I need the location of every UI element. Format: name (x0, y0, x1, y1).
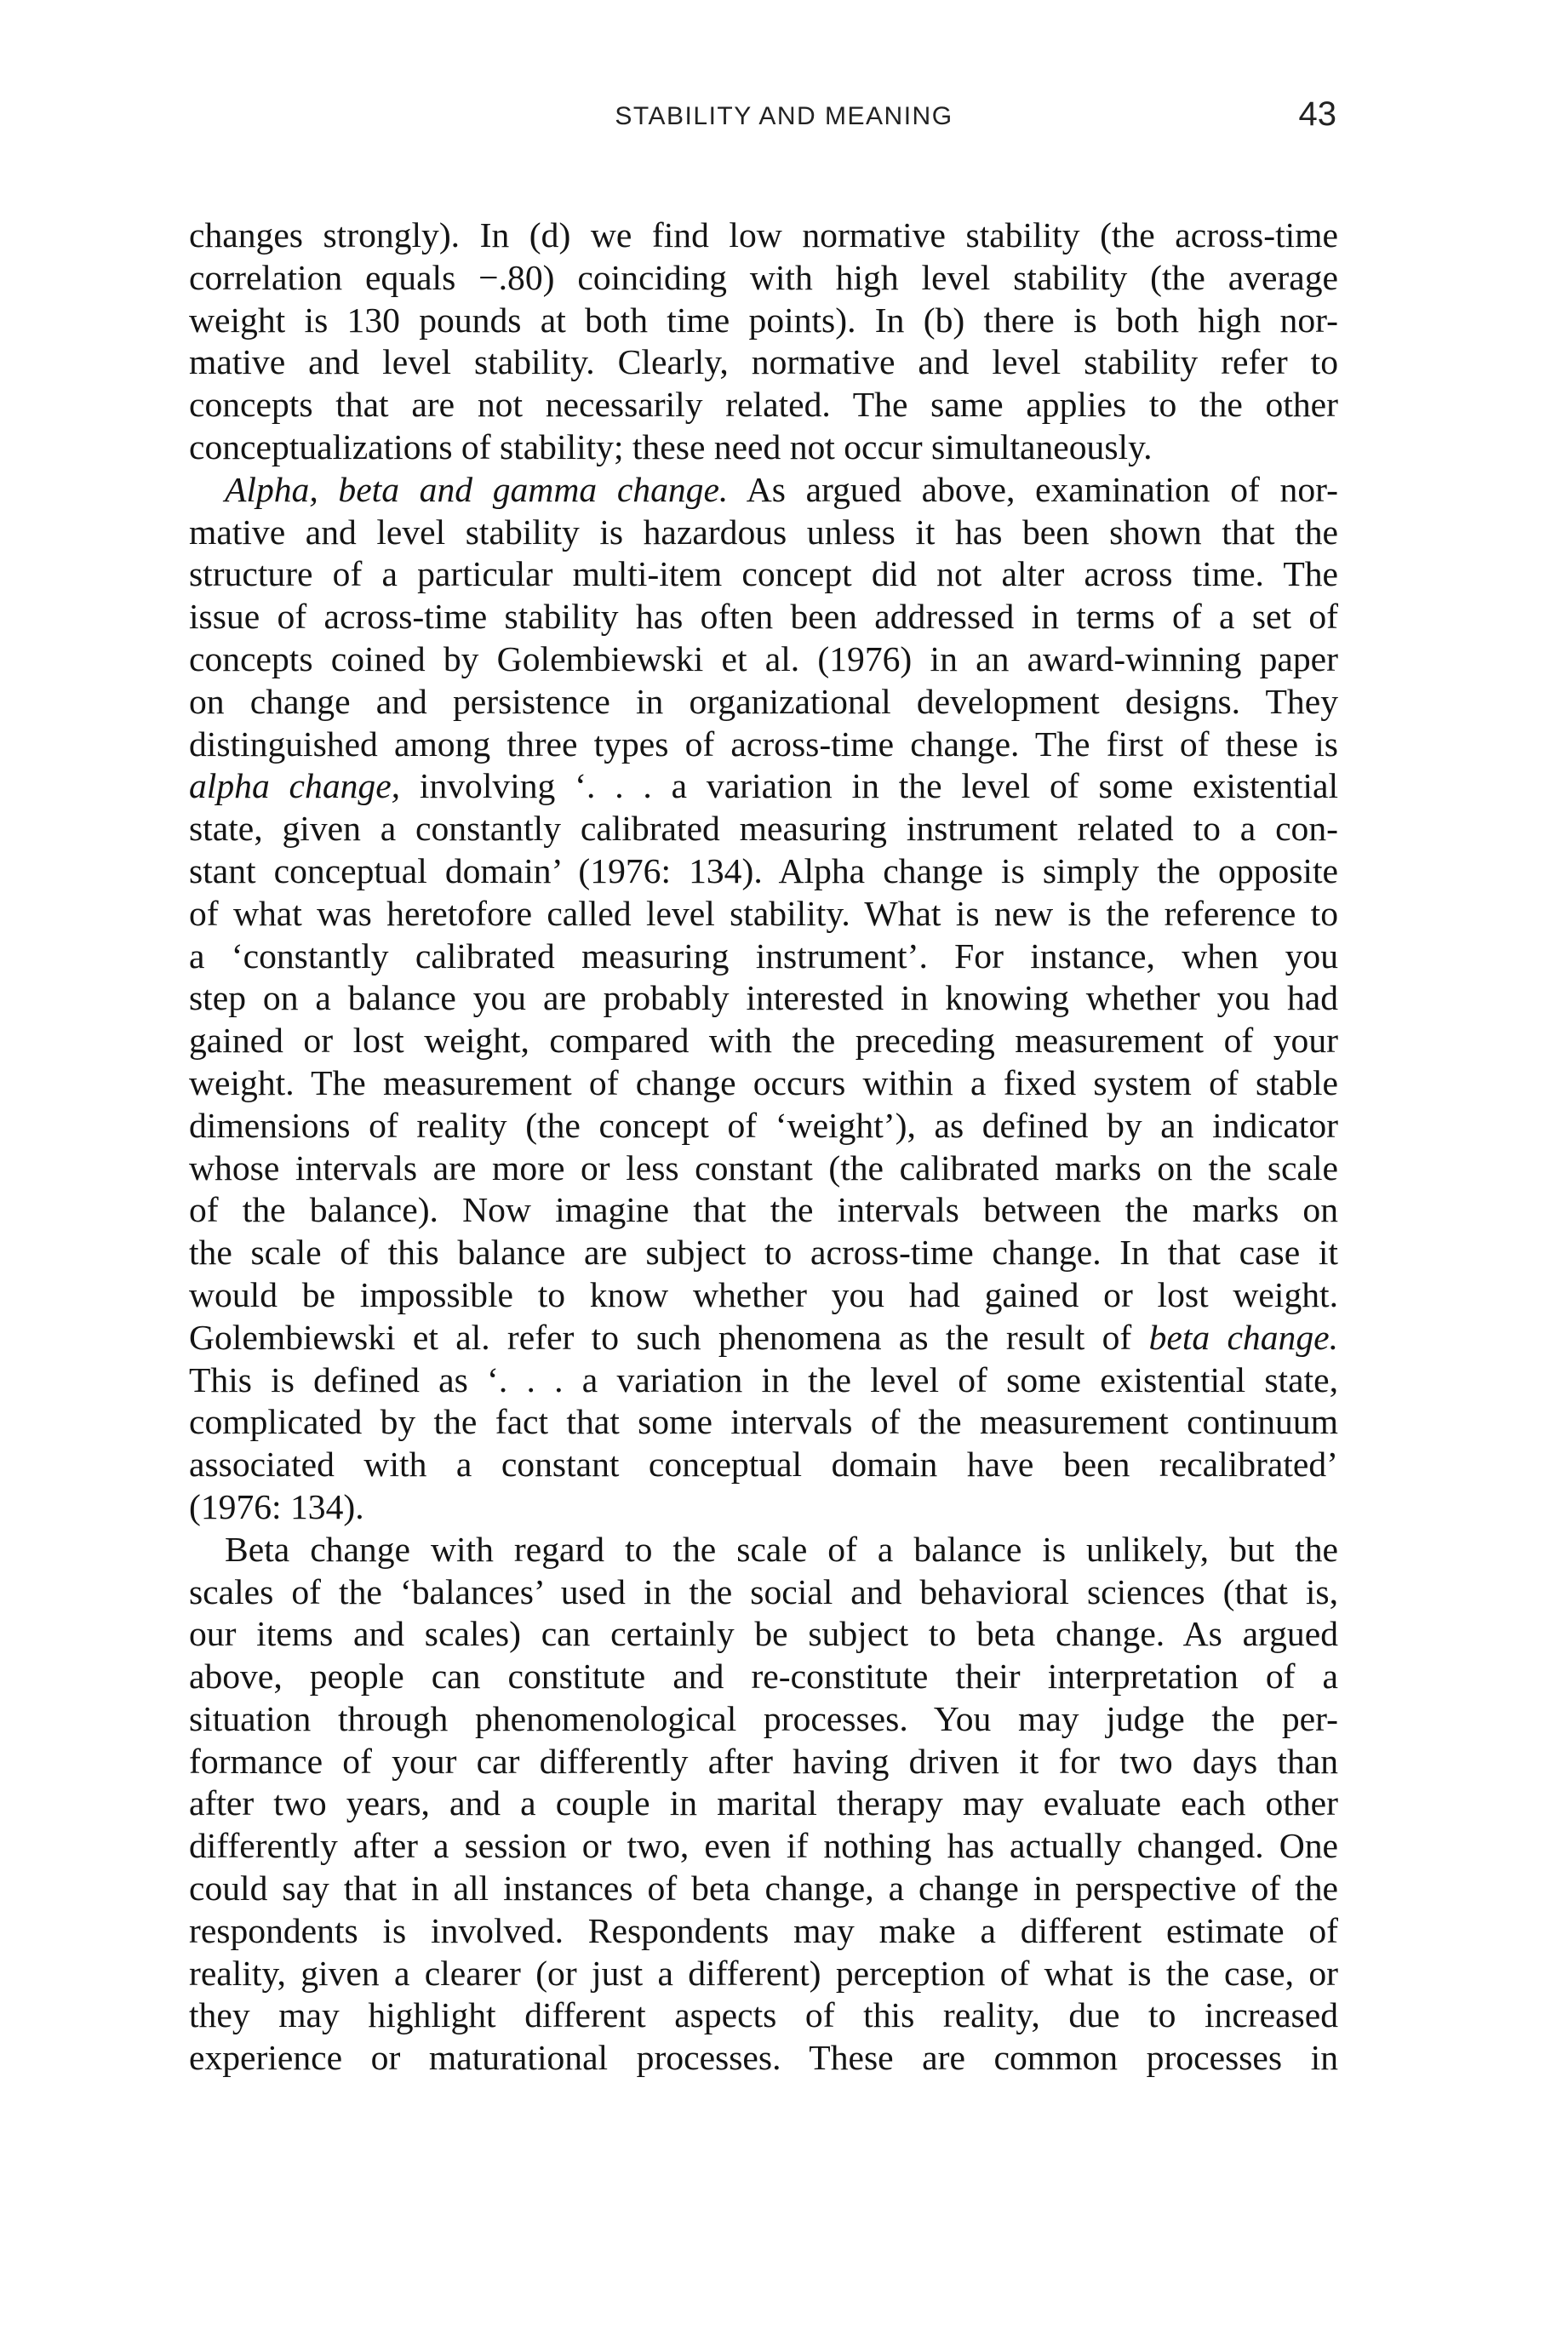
text-run: of the balance). Now imagine that the intervals between the marks on (189, 1190, 1338, 1230)
text-run: distinguished among three types of across-time change. The first of these is (189, 724, 1338, 764)
text-run: mative and level stability. Clearly, normative and level stability refer to (189, 342, 1338, 382)
text-run: concepts coined by Golembiewski et al. (1976) in an award-winning paper (189, 638, 1338, 678)
text-line (189, 512, 1338, 554)
text-line (189, 426, 1338, 469)
text-run: on change and persistence in organizational development designs. They (189, 681, 1338, 721)
text-run: issue of across-time stability has often been addressed in terms of a set of (189, 597, 1338, 637)
text-run: would be impossible to know whether you had gained or lost weight. (189, 1274, 1338, 1314)
text-line (189, 257, 1338, 300)
text-line (189, 1359, 1338, 1402)
text-line (189, 1868, 1338, 1910)
text-line (189, 1147, 1338, 1190)
text-run: Golembiewski et al. refer to such phenomena as the result of (189, 1317, 1149, 1357)
text-line (189, 1571, 1338, 1614)
text-run: associated with a constant conceptual domain have been recalibrated’ (189, 1445, 1338, 1485)
text-run: of what was heretofore called level stability. What is new is the reference to (189, 893, 1338, 933)
paragraph (189, 1529, 1338, 2080)
text-line (189, 724, 1338, 766)
text-line (189, 1020, 1338, 1062)
text-run: concepts that are not necessarily related. The same applies to the other (189, 385, 1338, 425)
text-line (189, 681, 1338, 724)
text-run: above, people can constitute and re-constitute their interpretation of a (189, 1657, 1338, 1697)
text-line (189, 596, 1338, 638)
text-run: involving ‘. . . a variation in the level of some existential (400, 766, 1338, 806)
text-run: formance of your car differently after having driven it for two days than (189, 1741, 1338, 1781)
text-run: a ‘constantly calibrated measuring instrument’. For instance, when you (189, 936, 1338, 976)
text-line (189, 893, 1338, 936)
text-line (189, 1783, 1338, 1825)
text-run: This is defined as ‘. . . a variation in the level of some existential state, (189, 1359, 1338, 1399)
text-line (189, 1613, 1338, 1656)
text-line (189, 1105, 1338, 1147)
italic-term: Alpha, beta and gamma change. (225, 469, 729, 509)
text-run: weight is 130 pounds at both time points). In (b) there is both high nor- (189, 300, 1338, 340)
text-run: reality, given a clearer (or just a different) perception of what is the case, or (189, 1953, 1338, 1993)
running-header (0, 95, 1568, 146)
running-title: STABILITY AND MEANING (615, 102, 953, 130)
text-line (189, 1317, 1338, 1359)
text-line (189, 1274, 1338, 1317)
text-line (189, 553, 1338, 596)
text-line (189, 638, 1338, 681)
text-run: As argued above, examination of nor- (728, 469, 1339, 509)
italic-term: beta change. (1148, 1317, 1338, 1357)
text-run: our items and scales) can certainly be subject to beta change. As argued (189, 1614, 1338, 1654)
text-run: they may highlight different aspects of this reality, due to increased (189, 1995, 1338, 2035)
text-run: structure of a particular multi-item concept did not alter across time. The (189, 554, 1338, 594)
text-run: stant conceptual domain’ (1976: 134). Alpha change is simply the opposite (189, 850, 1338, 890)
text-run: mative and level stability is hazardous unless it has been shown that the (189, 512, 1338, 552)
text-line (189, 341, 1338, 384)
text-run: after two years, and a couple in marital therapy may evaluate each other (189, 1783, 1338, 1823)
text-run: correlation equals −.80) coinciding with high level stability (the average (189, 257, 1338, 297)
text-line (189, 300, 1338, 342)
text-run: whose intervals are more or less constant (the calibrated marks on the scale (189, 1147, 1338, 1187)
text-line (189, 1825, 1338, 1868)
text-line (189, 1698, 1338, 1741)
text-run: weight. The measurement of change occurs within a fixed system of stable (189, 1062, 1338, 1102)
paragraph (189, 215, 1338, 469)
italic-term: alpha change, (189, 766, 401, 806)
text-line (189, 384, 1338, 426)
paragraph (189, 469, 1338, 1529)
text-run: step on a balance you are probably interested in knowing whether you had (189, 978, 1338, 1018)
text-run: dimensions of reality (the concept of ‘weight’), as defined by an indicator (189, 1105, 1338, 1145)
text-line (189, 936, 1338, 978)
text-line (189, 2037, 1338, 2080)
text-line (189, 850, 1338, 893)
text-line (189, 1189, 1338, 1232)
text-run: gained or lost weight, compared with the preceding measurement of your (189, 1021, 1338, 1061)
text-run: could say that in all instances of beta change, a change in perspective of the (189, 1868, 1338, 1908)
text-line (189, 1232, 1338, 1274)
text-run: Beta change with regard to the scale of a balance is unlikely, but the (225, 1529, 1338, 1569)
text-run: the scale of this balance are subject to across-time change. In that case it (189, 1233, 1338, 1273)
text-run: differently after a session or two, even if nothing has actually changed. One (189, 1826, 1338, 1866)
text-line (189, 1062, 1338, 1105)
text-line (189, 215, 1338, 257)
text-run: experience or maturational processes. These are common processes in (189, 2038, 1338, 2078)
text-run: state, given a constantly calibrated measuring instrument related to a con- (189, 809, 1338, 849)
text-line (189, 1444, 1338, 1486)
text-run: situation through phenomenological processes. You may judge the per- (189, 1698, 1338, 1738)
text-line (189, 1656, 1338, 1698)
text-line (189, 808, 1338, 850)
text-run: conceptualizations of stability; these need not occur simultaneously. (189, 426, 1153, 466)
text-line (189, 1529, 1338, 1571)
text-run: complicated by the fact that some intervals of the measurement continuum (189, 1402, 1338, 1442)
text-line (189, 1953, 1338, 1995)
text-line (189, 469, 1338, 512)
text-line (189, 1994, 1338, 2037)
body-text (189, 215, 1338, 2080)
text-run: respondents is involved. Respondents may make a different estimate of (189, 1910, 1338, 1950)
text-run: scales of the ‘balances’ used in the social and behavioral sciences (that is, (189, 1571, 1338, 1611)
text-run: (1976: 134). (189, 1486, 364, 1526)
text-line (189, 1401, 1338, 1444)
page-number: 43 (1298, 95, 1336, 133)
text-line (189, 1741, 1338, 1783)
text-run: changes strongly). In (d) we find low normative stability (the across-time (189, 215, 1338, 255)
text-line (189, 1486, 1338, 1529)
text-line (189, 1910, 1338, 1953)
text-line (189, 977, 1338, 1020)
text-line (189, 765, 1338, 808)
